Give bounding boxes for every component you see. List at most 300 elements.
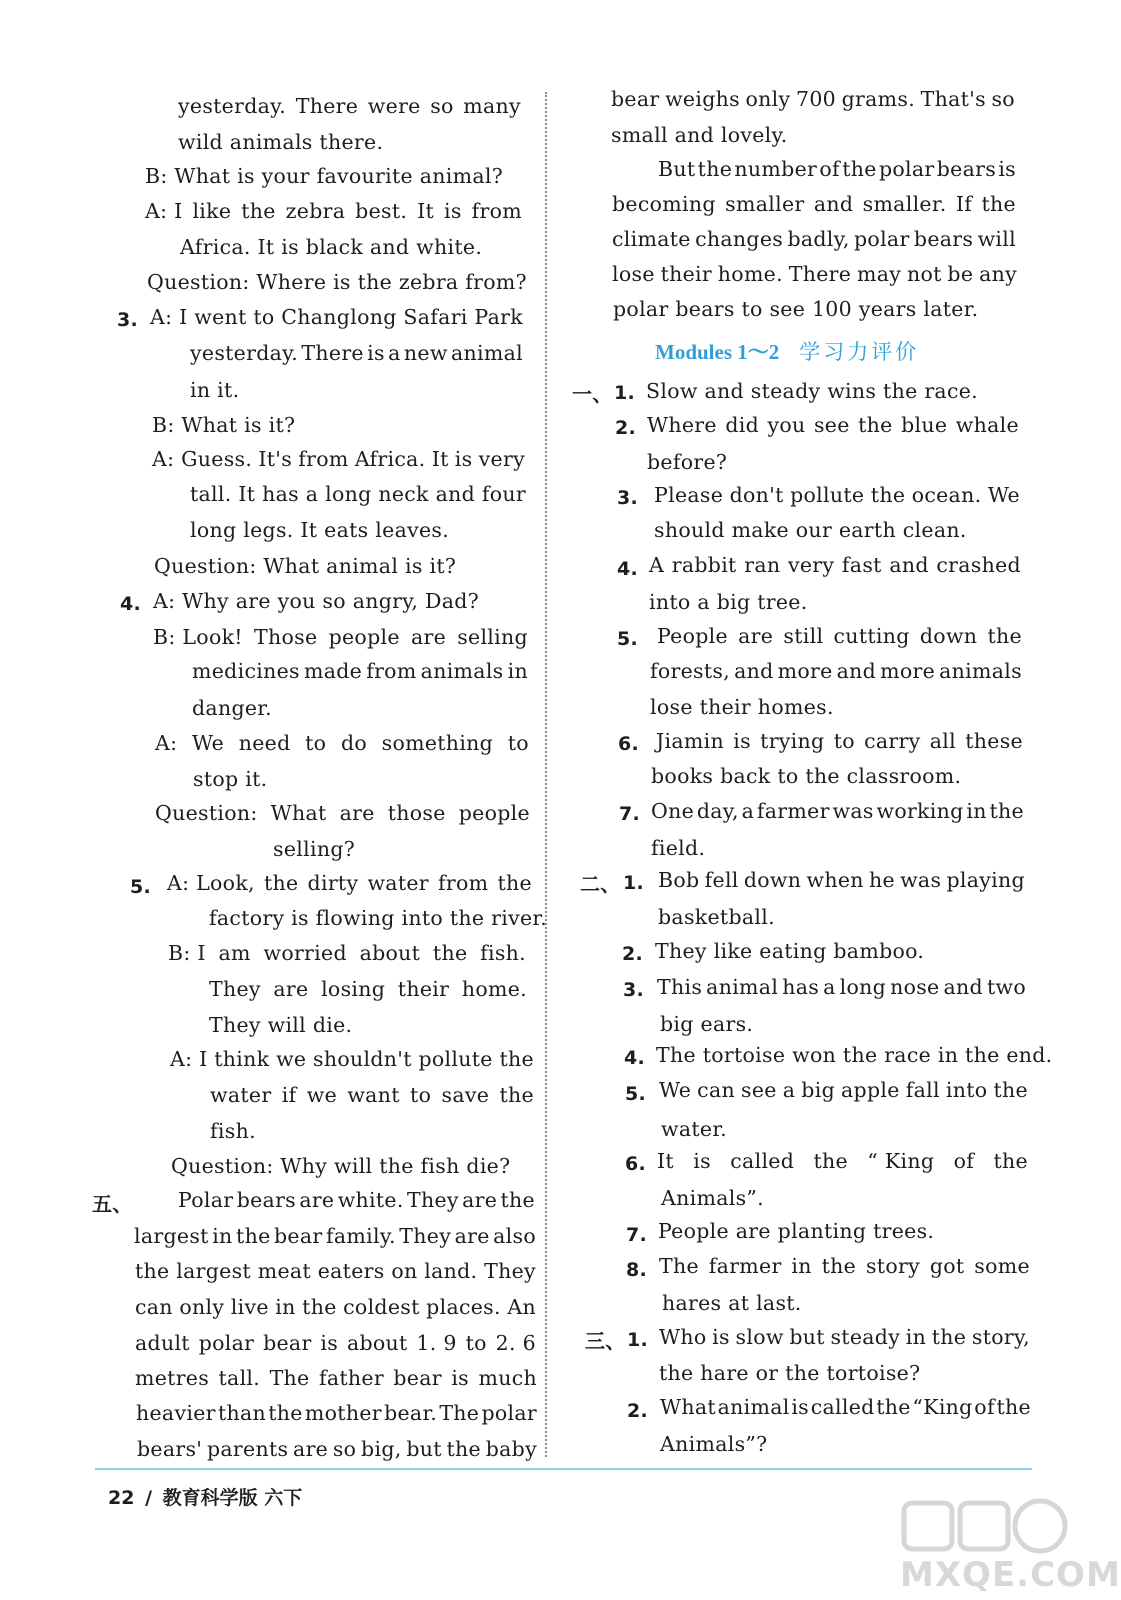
word: the	[821, 1254, 857, 1278]
text-line: long legs. It eats leaves.	[190, 518, 450, 542]
word: mother	[304, 1401, 382, 1425]
word: save	[441, 1083, 490, 1107]
word: think	[214, 1047, 270, 1071]
word: of	[974, 1395, 995, 1419]
word: many	[463, 94, 521, 118]
word: losing	[321, 977, 386, 1001]
word: a	[741, 799, 755, 823]
word: can	[135, 1295, 173, 1319]
word: the	[236, 1224, 271, 1248]
word: in	[507, 659, 528, 683]
word: people	[328, 625, 400, 649]
dialogue-line	[145, 201, 522, 222]
word: was	[832, 799, 874, 823]
word: bear.	[384, 1401, 438, 1425]
word: live	[230, 1295, 269, 1319]
word: dirty	[307, 871, 359, 895]
word: B: Look!	[153, 625, 243, 649]
word: so	[430, 94, 454, 118]
word: long	[839, 975, 887, 999]
dialogue-line: B: What is your favourite animal?	[145, 164, 504, 188]
word: Polar	[178, 1188, 234, 1212]
word: yesterday.	[178, 94, 287, 118]
word: The	[269, 1366, 310, 1390]
answer-line: Slow and steady wins the race.	[646, 379, 978, 403]
word: water	[367, 871, 429, 895]
item-number: 1.	[623, 872, 645, 894]
word: pollute	[418, 1047, 493, 1071]
word: the	[870, 483, 906, 507]
passage-line	[612, 264, 1017, 285]
word: land.	[424, 1259, 478, 1283]
passage-line	[137, 1439, 537, 1460]
word: were	[367, 94, 421, 118]
word: like	[192, 199, 232, 223]
item-number: 2.	[627, 1400, 649, 1422]
answer-line	[654, 485, 1020, 506]
word: to	[465, 1331, 487, 1355]
dialogue-line	[150, 307, 523, 328]
word: A: I	[145, 199, 183, 223]
word: the	[813, 1149, 848, 1173]
word: will	[977, 227, 1016, 251]
word: the	[993, 1149, 1028, 1173]
word: blue	[901, 413, 948, 437]
word: the	[500, 1188, 535, 1212]
word: coldest	[343, 1295, 420, 1319]
passage-line	[612, 229, 1016, 250]
answer-line	[660, 1397, 1031, 1418]
word: bears	[236, 1188, 296, 1212]
word: forests,	[650, 659, 731, 683]
passage-line	[178, 1190, 535, 1211]
item-number: 7.	[619, 803, 641, 825]
word: crashed	[936, 553, 1021, 577]
word: ocean.	[911, 483, 982, 507]
question-line: Question: Where is the zebra from?	[147, 270, 527, 294]
word: yesterday.	[190, 341, 299, 365]
item-number: 3.	[117, 309, 139, 331]
word: fish.	[480, 941, 526, 965]
answer-line: hares at last.	[662, 1291, 802, 1315]
word: Changlong	[281, 305, 397, 329]
word: the	[842, 157, 877, 181]
text-line: They will die.	[209, 1013, 353, 1037]
word: bears'	[137, 1437, 203, 1461]
word: largest	[176, 1259, 251, 1283]
word: Who	[659, 1325, 707, 1349]
word: apple	[841, 1078, 900, 1102]
word: to	[833, 729, 855, 753]
word: polar	[878, 157, 935, 181]
word: we	[306, 1083, 338, 1107]
question-line: Question: Why will the fish die?	[171, 1154, 511, 1178]
answer-line: basketball.	[658, 905, 775, 929]
word: am	[218, 941, 251, 965]
word: and	[943, 975, 983, 999]
word: new	[403, 341, 448, 365]
dialogue-line: A: Why are you so angry, Dad?	[153, 589, 479, 613]
word: story,	[971, 1325, 1030, 1349]
word: That's	[920, 87, 986, 111]
word: a	[823, 975, 836, 999]
word: animal	[717, 1395, 790, 1419]
word: and	[836, 659, 877, 683]
word: all	[929, 729, 956, 753]
word: changes	[695, 227, 784, 251]
word: A: I	[170, 1047, 208, 1071]
word: Where	[647, 413, 717, 437]
word: cutting	[833, 624, 910, 648]
word: when	[806, 868, 864, 892]
word: grams.	[841, 87, 916, 111]
word: largest	[134, 1224, 209, 1248]
item-number: 4.	[120, 593, 142, 615]
word: a	[782, 1078, 796, 1102]
word: made	[303, 659, 363, 683]
word: the	[135, 1259, 170, 1283]
word: It's	[258, 447, 293, 471]
word: he	[868, 868, 895, 892]
word: the	[989, 799, 1024, 823]
word: An	[507, 1295, 536, 1319]
word: something	[381, 731, 494, 755]
word: is	[693, 1149, 711, 1173]
answer-line: People are planting trees.	[658, 1219, 935, 1243]
word: fall	[905, 1078, 940, 1102]
module-heading	[655, 336, 919, 366]
word: number	[734, 157, 818, 181]
item-number: 2.	[615, 417, 637, 439]
word: day,	[696, 799, 739, 823]
word: animals	[939, 659, 1022, 683]
word: went	[194, 305, 247, 329]
passage-line	[134, 1226, 536, 1247]
word: the	[858, 413, 893, 437]
word: neck	[378, 482, 429, 506]
word: farmer	[708, 1254, 782, 1278]
passage-line	[612, 194, 1016, 215]
answer-line: water.	[661, 1117, 728, 1141]
word: into	[945, 1078, 988, 1102]
dialogue-line	[168, 943, 526, 964]
passage-line	[135, 1261, 536, 1282]
word: bear	[274, 1224, 323, 1248]
page-footer	[108, 1483, 302, 1510]
word: but	[406, 1437, 442, 1461]
word: in	[791, 1254, 812, 1278]
text-line	[209, 979, 527, 1000]
passage-line	[136, 1403, 537, 1424]
word: They	[484, 1259, 536, 1283]
text-line: selling?	[273, 837, 356, 861]
answer-line	[650, 661, 1022, 682]
word: family.	[325, 1224, 396, 1248]
word: the	[302, 1295, 337, 1319]
word: animal	[706, 975, 779, 999]
word: It	[417, 199, 435, 223]
word: eaters	[317, 1259, 385, 1283]
word: It	[657, 1149, 674, 1173]
word: some	[974, 1254, 1030, 1278]
word: We	[191, 731, 225, 755]
word: more	[880, 659, 936, 683]
question-line: Question: What animal is it?	[154, 554, 457, 578]
text-line: in it.	[190, 378, 240, 402]
word: bear	[263, 1331, 312, 1355]
word: big,	[361, 1437, 402, 1461]
word: playing	[946, 868, 1025, 892]
word: the	[499, 1047, 534, 1071]
item-number: 5.	[617, 628, 639, 650]
section-marker: 二、	[580, 872, 621, 896]
word: polar	[198, 1331, 255, 1355]
word: about	[359, 941, 421, 965]
word: They	[399, 1224, 452, 1248]
answer-line	[651, 801, 1024, 822]
word: adult	[135, 1331, 190, 1355]
word: down	[743, 868, 802, 892]
word: They	[209, 977, 261, 1001]
word: Africa.	[354, 447, 426, 471]
word: fell	[704, 868, 739, 892]
item-number: 5.	[130, 876, 152, 898]
word: Please	[654, 483, 724, 507]
item-number: 4.	[617, 558, 639, 580]
answer-line: books back to the classroom.	[651, 764, 962, 788]
word: trying	[760, 729, 825, 753]
word: from	[471, 199, 522, 223]
word: so	[991, 87, 1015, 111]
word: The	[659, 1254, 699, 1278]
watermark-text: MXQE.COM	[900, 1555, 1121, 1595]
word: father	[318, 1366, 384, 1390]
word: Those	[254, 625, 318, 649]
word: animal	[451, 341, 523, 365]
text-line	[190, 484, 526, 505]
word: nose	[890, 975, 940, 999]
word: and	[435, 482, 476, 506]
word: parents	[206, 1437, 289, 1461]
word: “ King	[867, 1149, 935, 1173]
word: want	[347, 1083, 400, 1107]
word: about	[346, 1331, 408, 1355]
word: We	[987, 483, 1020, 507]
word: is	[320, 1331, 339, 1355]
word: so	[332, 1437, 357, 1461]
text-line: fish.	[210, 1119, 256, 1143]
word: heavier	[136, 1401, 216, 1425]
word: not	[906, 262, 942, 286]
word: water	[210, 1083, 272, 1107]
word: bears	[936, 157, 997, 181]
word: story	[865, 1254, 920, 1278]
word: see	[813, 413, 850, 437]
word: bear	[393, 1366, 442, 1390]
word: baby	[485, 1437, 537, 1461]
item-number: 5.	[625, 1083, 647, 1105]
word: selling	[457, 625, 528, 649]
word: worried	[263, 941, 347, 965]
word: but	[789, 1325, 825, 1349]
dialogue-line: B: What is it?	[152, 413, 296, 437]
word: polar	[481, 1401, 537, 1425]
word: four	[481, 482, 526, 506]
word: in	[905, 1325, 927, 1349]
word: climate	[612, 227, 691, 251]
word: This	[657, 975, 703, 999]
word: those	[387, 801, 446, 825]
item-number: 6.	[625, 1153, 647, 1175]
passage-line	[135, 1368, 537, 1389]
answer-line	[649, 555, 1021, 576]
word: What	[270, 801, 327, 825]
footer-rule	[95, 1468, 1032, 1470]
answer-line: into a big tree.	[649, 590, 808, 614]
word: But	[658, 157, 696, 181]
word: is	[998, 157, 1016, 181]
word: and	[889, 553, 929, 577]
word: home.	[461, 977, 527, 1001]
word: medicines	[192, 659, 300, 683]
word: carry	[864, 729, 921, 753]
word: smaller	[725, 192, 805, 216]
word: steady	[830, 1325, 901, 1349]
word: is	[454, 447, 473, 471]
word: the	[241, 199, 276, 223]
edition-label: 教育科学版 六下	[162, 1487, 303, 1509]
text-line	[178, 96, 521, 117]
dialogue-line	[167, 873, 532, 894]
answer-line	[656, 731, 1023, 752]
word: has	[262, 482, 299, 506]
passage-line	[135, 1297, 536, 1318]
answer-line: before?	[647, 450, 728, 474]
text-line: danger.	[192, 696, 272, 720]
word: the	[268, 1401, 303, 1425]
word: meat	[257, 1259, 311, 1283]
word: are	[462, 1188, 498, 1212]
word: They	[407, 1188, 459, 1212]
answer-line	[657, 626, 1022, 647]
word: It	[431, 447, 449, 471]
word: ran	[744, 553, 781, 577]
word: are	[410, 625, 447, 649]
word: We	[659, 1078, 692, 1102]
section-marker: 五、	[92, 1192, 133, 1216]
word: from	[298, 447, 349, 471]
word: Park	[474, 305, 523, 329]
item-number: 3.	[617, 487, 639, 509]
word: their	[660, 262, 712, 286]
word: called	[810, 1395, 875, 1419]
answer-line	[659, 1256, 1030, 1277]
text-line: stop it.	[193, 767, 268, 791]
passage-line	[611, 89, 1015, 110]
word: badly,	[787, 227, 850, 251]
word: to	[305, 731, 327, 755]
word: are	[738, 624, 774, 648]
word: white.	[337, 1188, 404, 1212]
word: the	[981, 192, 1016, 216]
word: If	[955, 192, 973, 216]
column-divider	[545, 92, 547, 1457]
word: is	[712, 1325, 730, 1349]
answer-line	[659, 1080, 1028, 1101]
word: and	[734, 659, 774, 683]
word: tall.	[218, 1366, 261, 1390]
word: animals	[420, 659, 504, 683]
word: There	[295, 94, 359, 118]
word: bear	[611, 87, 660, 111]
word: in	[966, 799, 987, 823]
word: only	[745, 87, 791, 111]
word: home.	[717, 262, 783, 286]
text-line	[210, 1085, 534, 1106]
word: The	[439, 1401, 480, 1425]
word: a	[388, 341, 401, 365]
module-title: Modules 1～2	[655, 340, 780, 364]
answer-line	[657, 1151, 1028, 1172]
word: still	[783, 624, 824, 648]
item-number: 7.	[626, 1224, 648, 1246]
word: the	[876, 1395, 911, 1419]
item-number: 1.	[627, 1329, 649, 1351]
word: the	[993, 1078, 1028, 1102]
word: of	[819, 157, 840, 181]
answer-line	[658, 870, 1025, 891]
word: polar	[854, 227, 910, 251]
dialogue-line	[153, 627, 528, 648]
word: the	[987, 624, 1022, 648]
word: did	[725, 413, 760, 437]
word: in	[275, 1295, 296, 1319]
word: is	[443, 199, 462, 223]
word: the	[263, 871, 299, 895]
word: the	[499, 1083, 534, 1107]
text-line: Africa. It is black and white.	[180, 235, 483, 259]
word: What	[660, 1395, 716, 1419]
word: B: I	[168, 941, 206, 965]
page-number: 22	[108, 1487, 135, 1509]
word: slow	[735, 1325, 784, 1349]
word: very	[787, 553, 835, 577]
word: more	[777, 659, 833, 683]
item-number: 4.	[624, 1047, 646, 1069]
word: is	[367, 341, 385, 365]
word: fast	[841, 553, 882, 577]
word: A	[649, 553, 665, 577]
item-number: 2.	[622, 943, 644, 965]
answer-line: Animals”.	[661, 1186, 764, 1210]
word: There	[301, 341, 364, 365]
word: and	[813, 192, 854, 216]
word: may	[856, 262, 902, 286]
passage-line	[135, 1333, 536, 1354]
item-number: 6.	[618, 733, 640, 755]
word: the	[497, 871, 532, 895]
word: whale	[955, 413, 1019, 437]
answer-line: big ears.	[660, 1012, 754, 1036]
word: be	[947, 262, 974, 286]
answer-line	[647, 415, 1019, 436]
word: People	[657, 624, 728, 648]
word: working	[876, 799, 964, 823]
word: the	[996, 1395, 1031, 1419]
text-line: wild animals there.	[178, 130, 384, 154]
word: Bob	[658, 868, 700, 892]
answer-line: the hare or the tortoise?	[659, 1361, 921, 1385]
